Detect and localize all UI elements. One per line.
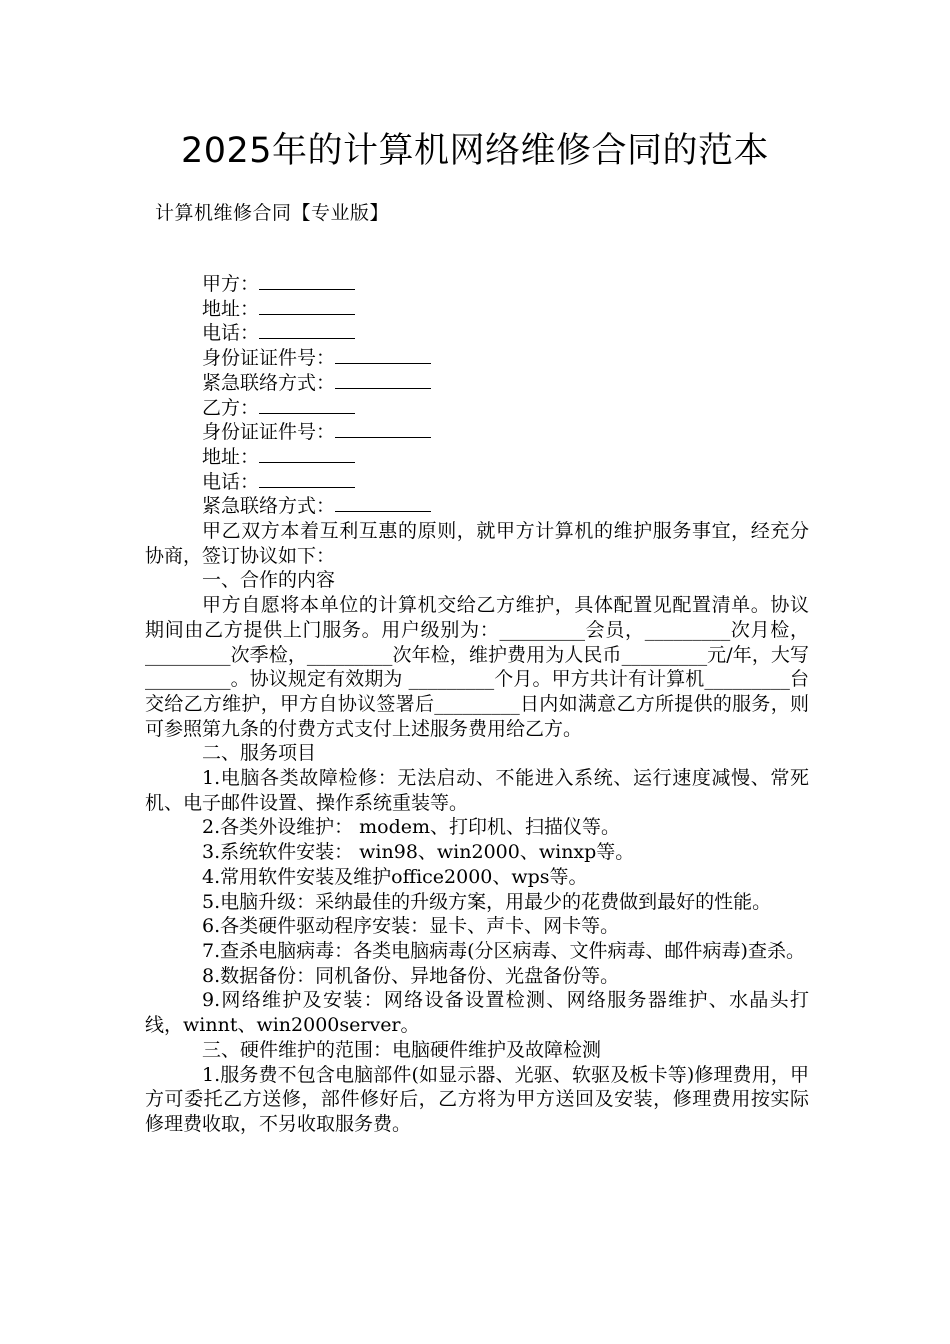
- blank-field: [259, 447, 355, 463]
- service-item-9: 9.网络维护及安装：网络设备设置检测、网络服务器维护、水晶头打线，winnt、win2000server。: [145, 989, 809, 1037]
- party-a-emergency-line: [202, 371, 809, 396]
- service-item-7: 7.查杀电脑病毒：各类电脑病毒(分区病毒、文件病毒、邮件病毒)查杀。: [202, 939, 805, 962]
- party-info: [145, 272, 809, 519]
- field-label: 电话：: [202, 470, 260, 493]
- party-b-address-line: [202, 445, 809, 470]
- party-b-phone-line: [202, 470, 809, 495]
- party-a-address-line: [202, 297, 809, 322]
- service-item-4: 4.常用软件安装及维护office2000、wps等。: [202, 865, 588, 888]
- service-item-3: 3.系统软件安装： win98、win2000、winxp等。: [202, 841, 635, 864]
- blank-field: [259, 398, 355, 414]
- field-label: 乙方：: [202, 396, 260, 419]
- page-title: 2025年的计算机网络维修合同的范本: [180, 131, 770, 171]
- service-item-8: 8.数据备份：同机备份、异地备份、光盘备份等。: [202, 964, 620, 987]
- blank-field: [259, 274, 355, 290]
- document-subtitle: 计算机维修合同【专业版】: [155, 202, 390, 224]
- field-label: 电话：: [202, 322, 260, 345]
- field-label: 身份证证件号：: [202, 347, 336, 370]
- section-1-paragraph: 甲方自愿将本单位的计算机交给乙方维护，具体配置见配置清单。协议期间由乙方提供上门服务。用户级别为：_________会员，_________次月检，_________次季检，_________次年检，维护费用为人民币_________元/年，大写_________。协议规定有效期为 _________个月。甲方共计有计算机_________台交给乙方维护，甲方自协议签署后_________日内如满意乙方所提供的服务，则可参照第九条的付费方式支付上述服务费用给乙方。: [145, 594, 809, 740]
- party-a-name-line: [202, 272, 809, 297]
- intro-paragraph: 甲乙双方本着互利互惠的原则，就甲方计算机的维护服务事宜，经充分协商，签订协议如下：: [145, 520, 809, 567]
- blank-field: [259, 299, 355, 315]
- party-a-id-line: [202, 346, 809, 371]
- party-b-id-line: [202, 420, 809, 445]
- blank-field: [335, 348, 431, 364]
- blank-field: [335, 496, 431, 512]
- field-label: 地址：: [202, 445, 260, 468]
- field-label: 地址：: [202, 297, 260, 320]
- field-label: 甲方：: [202, 273, 260, 295]
- service-item-6: 6.各类硬件驱动程序安装：显卡、声卡、网卡等。: [202, 915, 620, 938]
- section-2-heading: 二、服务项目: [202, 742, 317, 765]
- service-item-1: 1.电脑各类故障检修：无法启动、不能进入系统、运行速度减慢、常死机、电子邮件设置、操作系统重装等。: [145, 767, 809, 814]
- section-3-item-1: 1.服务费不包含电脑部件(如显示器、光驱、软驱及板卡等)修理费用，甲方可委托乙方送修，部件修好后，乙方将为甲方送回及安装，修理费用按实际修理费收取，不另收取服务费。: [145, 1063, 809, 1135]
- blank-field: [259, 323, 355, 339]
- contract-body: [145, 272, 809, 1137]
- field-label: 紧急联络方式：: [202, 495, 336, 518]
- service-item-5: 5.电脑升级：采纳最佳的升级方案，用最少的花费做到最好的性能。: [202, 890, 772, 913]
- section-3-heading: 三、硬件维护的范围：电脑硬件维护及故障检测: [202, 1038, 602, 1061]
- section-1-heading: 一、合作的内容: [202, 569, 336, 592]
- blank-field: [259, 472, 355, 488]
- field-label: 紧急联络方式：: [202, 371, 336, 394]
- blank-field: [335, 373, 431, 389]
- party-b-emergency-line: [202, 494, 809, 519]
- field-label: 身份证证件号：: [202, 421, 336, 444]
- service-item-2: 2.各类外设维护： modem、打印机、扫描仪等。: [202, 816, 621, 839]
- party-a-phone-line: [202, 321, 809, 346]
- blank-field: [335, 422, 431, 438]
- party-b-name-line: [202, 396, 809, 421]
